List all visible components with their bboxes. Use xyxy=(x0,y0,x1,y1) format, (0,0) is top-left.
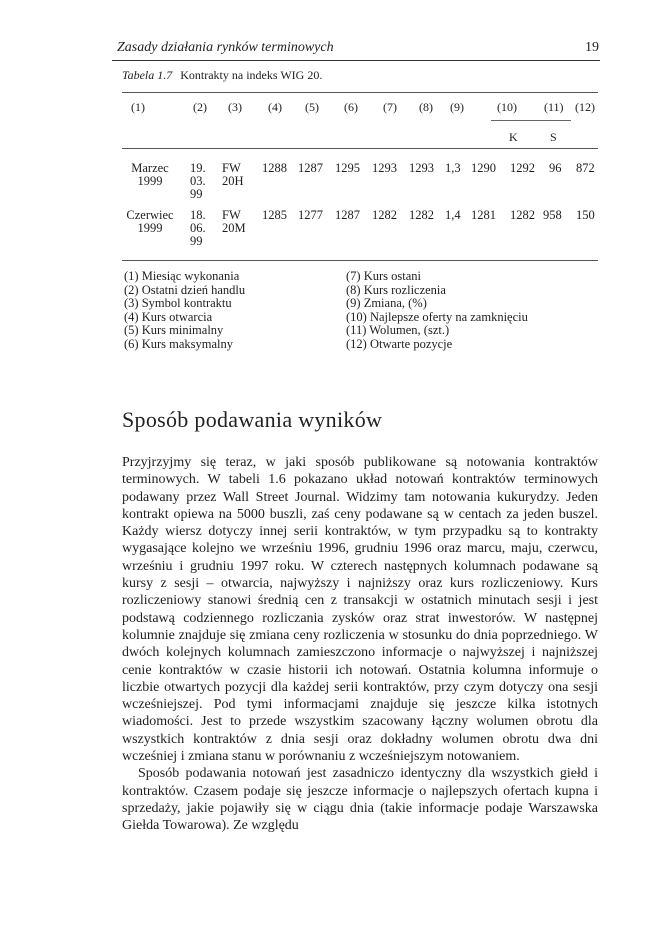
legend-right xyxy=(346,270,528,351)
cell-pozycje: 872 xyxy=(576,161,595,175)
col-number: (9) xyxy=(450,100,464,114)
legend-item: (9) Zmiana, (%) xyxy=(346,296,427,310)
legend-item: (2) Ostatni dzień handlu xyxy=(124,282,246,297)
legend-item: (10) Najlepsze oferty na zamknięciu xyxy=(346,309,528,324)
legend-left xyxy=(124,270,245,351)
cell-month: Marzec 1999 xyxy=(131,161,169,188)
cell-zmiana: 1,4 xyxy=(445,208,461,222)
running-header-title: Zasady działania rynków terminowych xyxy=(117,40,334,55)
cell-k: 1281 xyxy=(471,208,496,222)
subheader-s: S xyxy=(550,130,557,144)
col-number: (5) xyxy=(305,100,319,114)
legend-item: (3) Symbol kontraktu xyxy=(124,296,232,310)
col-number: (2) xyxy=(193,100,207,114)
table-caption xyxy=(122,68,322,83)
col-number: (3) xyxy=(228,100,242,114)
legend-item: (7) Kurs ostani xyxy=(346,269,421,283)
legend-item: (6) Kurs maksymalny xyxy=(124,336,234,351)
cell-wolumen: 96 xyxy=(549,161,562,175)
best-offers-subheader-rule xyxy=(491,120,571,121)
cell-max: 1295 xyxy=(335,161,360,175)
legend-item: (8) Kurs rozliczenia xyxy=(346,282,446,297)
cell-k: 1290 xyxy=(471,161,496,175)
cell-otwarcia: 1285 xyxy=(262,208,287,222)
table-caption-text: Kontrakty na indeks WIG 20. xyxy=(180,68,323,82)
cell-s: 1282 xyxy=(510,208,535,222)
cell-ostani: 1293 xyxy=(372,161,397,175)
cell-min: 1277 xyxy=(298,208,323,222)
header-rule xyxy=(112,60,600,61)
legend-item: (4) Kurs otwarcia xyxy=(124,309,213,324)
col-number: (7) xyxy=(383,100,397,114)
cell-pozycje: 150 xyxy=(576,208,595,222)
cell-day: 19. 03. 99 xyxy=(190,161,206,201)
table-header-rule xyxy=(122,148,598,149)
table-bottom-rule xyxy=(122,260,598,261)
col-number: (11) xyxy=(544,100,564,114)
section-heading: Sposób podawania wyników xyxy=(122,407,383,432)
col-number: (1) xyxy=(131,100,145,114)
col-number: (8) xyxy=(419,100,433,114)
cell-max: 1287 xyxy=(335,208,360,222)
legend-item: (12) Otwarte pozycje xyxy=(346,336,453,351)
cell-s: 1292 xyxy=(510,161,535,175)
col-number: (4) xyxy=(268,100,282,114)
cell-otwarcia: 1288 xyxy=(262,161,287,175)
col-number: (12) xyxy=(575,100,595,114)
cell-day: 18. 06. 99 xyxy=(190,208,206,248)
cell-month: Czerwiec 1999 xyxy=(126,208,174,235)
legend-item: (11) Wolumen, (szt.) xyxy=(346,323,450,337)
table-caption-label: Tabela 1.7 xyxy=(122,68,173,82)
cell-symbol: FW 20M xyxy=(222,208,246,235)
table-top-rule xyxy=(122,92,598,93)
paragraph: Sposób podawania notowań jest zasadniczo identyczny dla wszystkich giełd i kontraktów. Czasem podaje się jeszcze informacje o najlepszych ofertach kupna i sprzedaży, jakie pojawiły się w ciągu dnia (takie informacje podaje Warszawska Giełda Towarowa). Ze względu xyxy=(122,766,598,834)
body-text xyxy=(122,454,598,835)
cell-zmiana: 1,3 xyxy=(445,161,461,175)
subheader-k: K xyxy=(509,130,518,144)
paragraph: Przyjrzyjmy się teraz, w jaki sposób publikowane są notowania kontraktów terminowych. W tabeli 1.6 pokazano układ notowań kontraktów terminowych podawany przez Wall Street Journal. Widzimy tam notowania kukurydzy. Jeden kontrakt opiewa na 5000 buszli, zaś ceny podawane są w centach za jeden buszel. Każdy wiersz dotyczy innej serii kontraktów, w tym przypadku są to kontrakty wygasające kolejno we wrześniu 1996, grudniu 1996 oraz marcu, maju, czerwcu, wrześniu i grudniu 1997 roku. W czterech następnych kolumnach podawane są kursy z sesji – otwarcia, najwyższy i najniższy oraz kurs rozliczeniowy. Kurs rozliczeniowy stanowi średnią cen z transakcji w ostatnich minutach sesji i jest podstawą codziennego rozliczania zysków oraz strat inwestorów. W następnej kolumnie znajduje się zmiana ceny rozliczenia w stosunku do dnia poprzedniego. W dwóch kolejnych kolumnach zamieszczono informacje o najwyższej i najniższej cenie kontraktów w czasie historii ich notowań. Ostatnia kolumna informuje o liczbie otwartych pozycji dla każdej serii kontraktów, przy czym dotyczy ona sesji wcześniejszej. Pod tymi informacjami znajduje się jeszcze kilka istotnych wiadomości. Jest to przede wszystkim szacowany łączny wolumen obrotu dla wszystkich kontraktów z dnia sesji oraz dokładny wolumen obrotu dwa dni wcześniej i zmiana stanu w porównaniu z wcześniejszym notowaniem. xyxy=(122,455,598,765)
cell-ostani: 1282 xyxy=(372,208,397,222)
table-column-numbers xyxy=(0,100,648,114)
running-header xyxy=(117,40,599,56)
legend-item: (5) Kurs minimalny xyxy=(124,323,224,337)
cell-rozliczenia: 1282 xyxy=(409,208,434,222)
cell-rozliczenia: 1293 xyxy=(409,161,434,175)
cell-min: 1287 xyxy=(298,161,323,175)
cell-symbol: FW 20H xyxy=(222,161,244,188)
col-number: (10) xyxy=(497,100,517,114)
legend-item: (1) Miesiąc wykonania xyxy=(124,269,240,283)
page-number: 19 xyxy=(585,40,599,55)
col-number: (6) xyxy=(344,100,358,114)
cell-wolumen: 958 xyxy=(543,208,562,222)
